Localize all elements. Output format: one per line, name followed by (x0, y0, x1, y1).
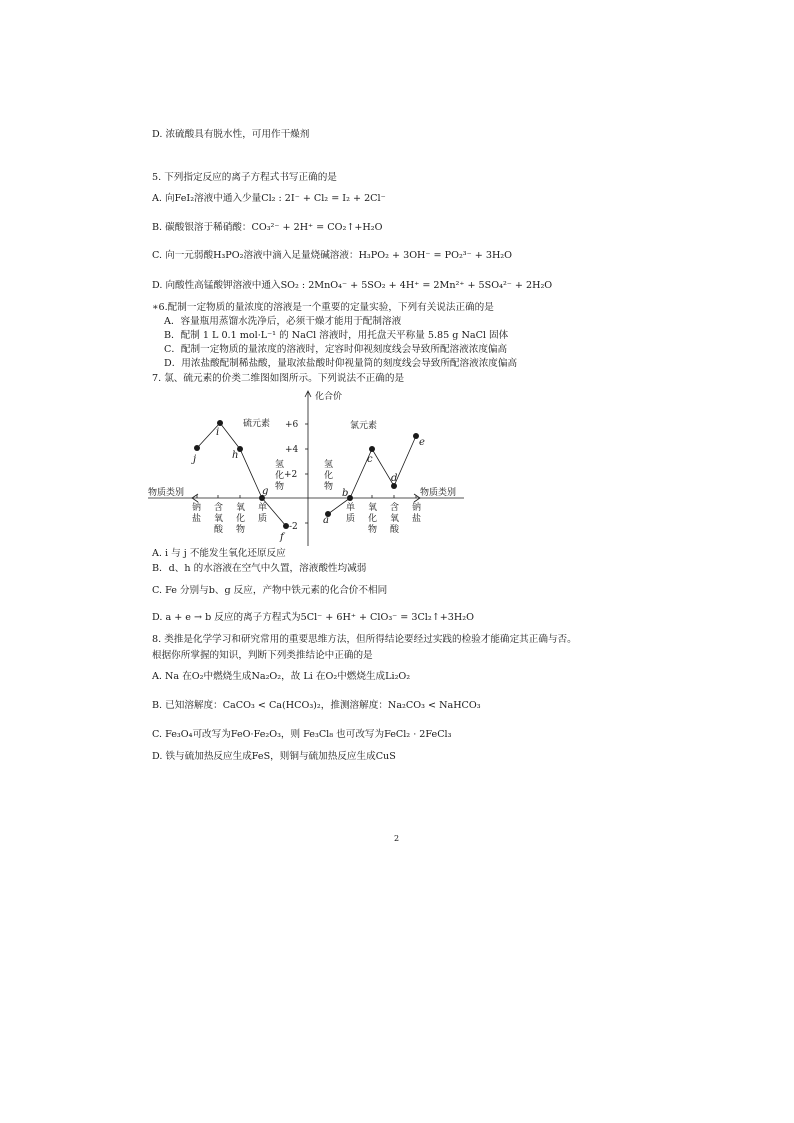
label-h: h (232, 450, 239, 461)
chlorine-label: 氯元素 (350, 421, 378, 431)
q8-stem-line2: 根据你所掌握的知识，判断下列类推结论中正确的是 (152, 650, 373, 661)
label-f: f (280, 532, 284, 543)
q5-option-c: C. 向一元弱酸H₃PO₂溶液中滴入足量烧碱溶液：H₃PO₂ + 3OH⁻ = PO₂³⁻ + 3H₂O (152, 250, 513, 261)
hydride-left-1: 氢 (275, 460, 285, 470)
cat-left-oxide-2: 化 (236, 514, 246, 524)
chlorine-line-b-e (350, 436, 416, 498)
cat-left-oxide-1: 氧 (236, 503, 246, 513)
page-number: 2 (394, 834, 400, 843)
cat-left-element-2: 质 (258, 514, 268, 524)
point-j (194, 445, 200, 451)
q7-option-c: C. Fe 分别与b、g 反应，产物中铁元素的化合价不相同 (152, 585, 388, 596)
q6-stem: ∗6.配制一定物质的量浓度的溶液是一个重要的定量实验，下列有关说法正确的是 (152, 302, 494, 313)
tick-minus2: -2 (289, 522, 298, 532)
point-c (369, 446, 375, 452)
label-d: d (391, 473, 398, 484)
q8-option-b: B. 已知溶解度：CaCO₃ < Ca(HCO₃)₂，推测溶解度：Na₂CO₃ < NaHCO₃ (152, 700, 481, 711)
label-i: i (216, 427, 220, 438)
cat-left-oxyacid-3: 酸 (214, 525, 224, 535)
q5-option-b: B. 碳酸银溶于稀硝酸：CO₃²⁻ + 2H⁺ = CO₂↑+H₂O (152, 222, 383, 233)
cat-right-oxyacid-3: 酸 (390, 525, 400, 535)
label-b: b (342, 488, 349, 499)
cat-left-oxyacid-2: 氧 (214, 514, 224, 524)
q7-option-a: A. i 与 j 不能发生氧化还原反应 (152, 548, 286, 559)
q6-option-a: A．容量瓶用蒸馏水洗净后，必须干燥才能用于配制溶液 (164, 316, 402, 327)
q6-option-d: D．用浓盐酸配制稀盐酸，量取浓盐酸时仰视量筒的刻度线会导致所配溶液浓度偏高 (164, 358, 518, 369)
x-axis-label-right: 物质类别 (420, 488, 457, 498)
q5-option-d: D. 向酸性高锰酸钾溶液中通入SO₂ : 2MnO₄⁻ + 5SO₂ + 4H⁺ = 2Mn²⁺ + 5SO₄²⁻ + 2H₂O (152, 280, 553, 291)
q8-option-a: A. Na 在O₂中燃烧生成Na₂O₂，故 Li 在O₂中燃烧生成Li₂O₂ (152, 671, 411, 682)
cat-left-sodium-salt-2: 盐 (192, 514, 202, 524)
valence-class-diagram (148, 386, 468, 546)
cat-right-oxyacid-1: 含 (390, 503, 400, 513)
q4-option-d: D. 浓硫酸具有脱水性，可用作干燥剂 (152, 129, 310, 140)
cat-right-sodium-salt-1: 钠 (412, 503, 422, 513)
hydride-left-3: 物 (275, 482, 285, 492)
label-g: g (262, 486, 269, 497)
point-i (217, 420, 223, 426)
cat-right-element-1: 单 (346, 503, 356, 513)
q7-stem: 7. 氯、硫元素的价类二维图如图所示。下列说法不正确的是 (152, 373, 405, 384)
hydride-right-1: 氢 (324, 460, 334, 470)
q6-option-c: C．配制一定物质的量浓度的溶液时，定容时仰视刻度线会导致所配溶液浓度偏高 (164, 344, 508, 355)
x-axis-label-left: 物质类别 (148, 488, 185, 498)
cat-right-sodium-salt-2: 盐 (412, 514, 422, 524)
hydride-right-2: 化 (324, 471, 334, 481)
label-c: c (367, 454, 373, 465)
cat-left-sodium-salt-1: 钠 (192, 503, 202, 513)
tick-plus4: +4 (285, 445, 299, 455)
cat-right-element-2: 质 (346, 514, 356, 524)
cat-right-oxide-1: 氧 (368, 503, 378, 513)
q7-option-d: D. a + e → b 反应的离子方程式为5Cl⁻ + 6H⁺ + ClO₃⁻ = 3Cl₂↑+3H₂O (152, 612, 474, 623)
q7-option-b: B．d、h 的水溶液在空气中久置，溶液酸性均减弱 (152, 563, 367, 574)
label-j: j (193, 454, 197, 465)
sulfur-label: 硫元素 (243, 419, 271, 429)
q8-option-d: D. 铁与硫加热反应生成FeS，则铜与硫加热反应生成CuS (152, 751, 396, 762)
label-e: e (419, 437, 425, 448)
y-axis-label: 化合价 (315, 392, 343, 402)
cat-left-oxide-3: 物 (236, 525, 246, 535)
q5-stem: 5. 下列指定反应的离子方程式书写正确的是 (152, 172, 337, 183)
cat-left-oxyacid-1: 含 (214, 503, 224, 513)
q6-option-b: B．配制 1 L 0.1 mol·L⁻¹ 的 NaCl 溶液时，用托盘天平称量 5.85 g NaCl 固体 (164, 330, 509, 341)
tick-plus2: +2 (284, 470, 298, 480)
q8-option-c: C. Fe₃O₄可改写为FeO·Fe₂O₃，则 Fe₃Cl₈ 也可改写为FeCl₂ · 2FeCl₃ (152, 729, 452, 740)
tick-plus6: +6 (285, 420, 299, 430)
hydride-left-2: 化 (275, 471, 285, 481)
q5-option-a: A. 向FeI₂溶液中通入少量Cl₂ : 2I⁻ + Cl₂ = I₂ + 2Cl⁻ (152, 193, 386, 204)
label-a: a (323, 515, 329, 526)
hydride-right-3: 物 (324, 482, 334, 492)
q8-stem: 8. 类推是化学学习和研究常用的重要思维方法，但所得结论要经过实践的检验才能确定其正确与否。 (152, 634, 577, 645)
cat-left-element-1: 单 (258, 503, 268, 513)
cat-right-oxide-2: 化 (368, 514, 378, 524)
cat-right-oxyacid-2: 氧 (390, 514, 400, 524)
cat-right-oxide-3: 物 (368, 525, 378, 535)
